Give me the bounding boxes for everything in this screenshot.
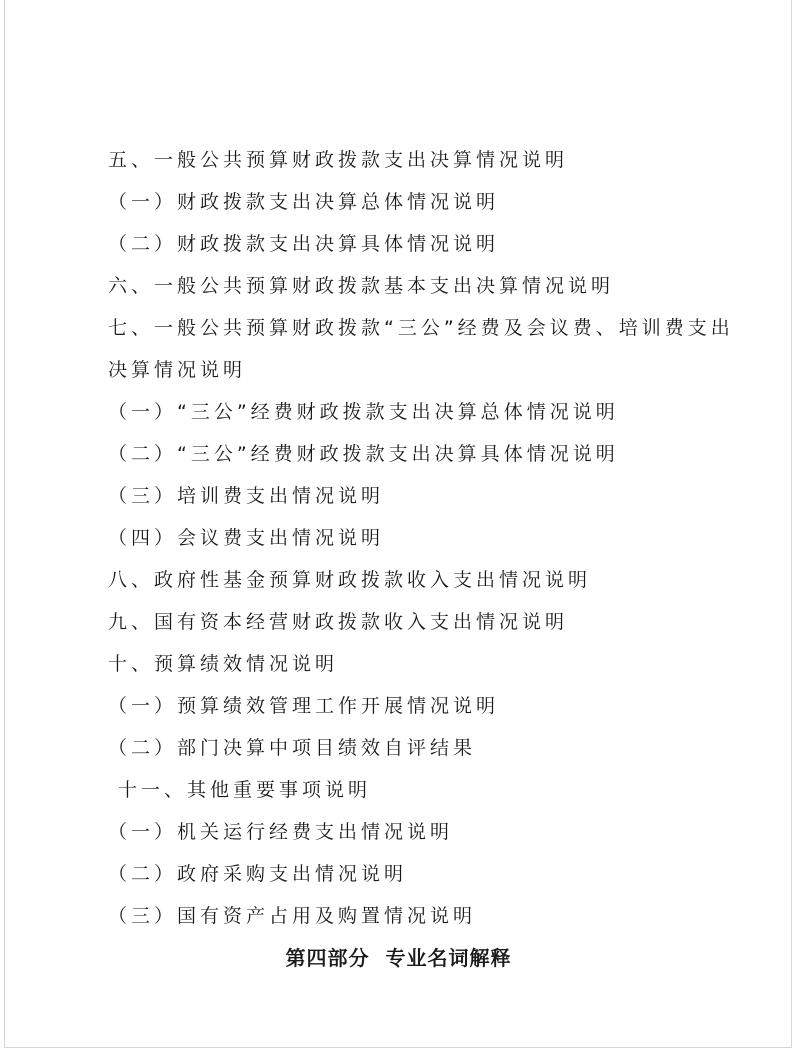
toc-item: 九、国有资本经营财政拨款收入支出情况说明 xyxy=(108,611,569,633)
toc-item: （二）政府采购支出情况说明 xyxy=(108,863,408,885)
toc-item: （四）会议费支出情况说明 xyxy=(108,527,385,549)
toc-item: （二）部门决算中项目绩效自评结果 xyxy=(108,737,477,759)
toc-item: （一）“三公”经费财政拨款支出决算总体情况说明 xyxy=(108,401,619,423)
toc-item: （一）预算绩效管理工作开展情况说明 xyxy=(108,695,500,717)
toc-item: （三）国有资产占用及购置情况说明 xyxy=(108,905,477,927)
toc-item: 五、一般公共预算财政拨款支出决算情况说明 xyxy=(108,149,569,171)
toc-item: 决算情况说明 xyxy=(108,359,247,381)
toc-item: （三）培训费支出情况说明 xyxy=(108,485,385,507)
toc-item: （二）“三公”经费财政拨款支出决算具体情况说明 xyxy=(108,443,619,465)
toc-item: （一）财政拨款支出决算总体情况说明 xyxy=(108,191,500,213)
toc-item: 八、政府性基金预算财政拨款收入支出情况说明 xyxy=(108,569,592,591)
toc-item: （二）财政拨款支出决算具体情况说明 xyxy=(108,233,500,255)
toc-item: （一）机关运行经费支出情况说明 xyxy=(108,821,454,843)
toc-item: 七、一般公共预算财政拨款“三公”经费及会议费、培训费支出 xyxy=(108,317,734,339)
section-heading: 第四部分 专业名词解释 xyxy=(285,946,512,970)
toc-item: 十一、其他重要事项说明 xyxy=(118,779,372,801)
toc-item: 十、预算绩效情况说明 xyxy=(108,653,339,675)
toc-item: 六、一般公共预算财政拨款基本支出决算情况说明 xyxy=(108,275,615,297)
